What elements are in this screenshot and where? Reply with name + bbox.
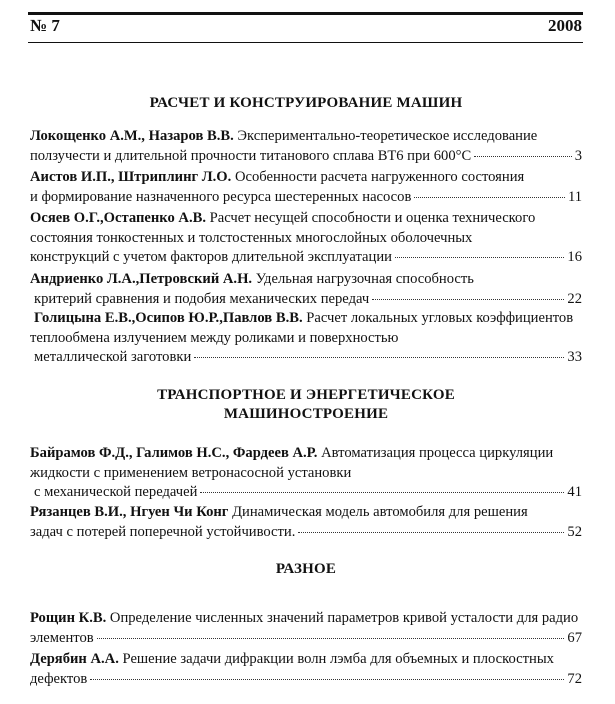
entry-authors: Рязанцев В.И., Нгуен Чи Конг: [30, 504, 229, 520]
header-rule: [28, 42, 583, 43]
toc-entry[interactable]: [30, 503, 582, 542]
toc-entry[interactable]: [30, 309, 582, 368]
entry-authors: Осяев О.Г.,Остапенко А.В.: [30, 210, 206, 226]
leader-dots: [97, 638, 565, 639]
entry-page: 41: [567, 484, 582, 500]
entry-title-line: Расчет локальных угловых коэффициентов: [306, 310, 574, 326]
entry-title-line: Решение задачи дифракции волн лэмба для объемных и плоскостных: [122, 651, 554, 667]
entry-title-line: Автоматизация процесса циркуляции: [321, 445, 554, 461]
toc-entry[interactable]: [30, 444, 582, 503]
section-title: ТРАНСПОРТНОЕ И ЭНЕРГЕТИЧЕСКОЕ: [157, 387, 455, 403]
entry-page: 11: [567, 188, 582, 205]
leader-dots: [194, 357, 564, 358]
entry-page: 3: [574, 147, 582, 164]
entry-title-line: Динамическая модель автомобиля для решения: [232, 504, 528, 520]
entry-title-line: Расчет несущей способности и оценка технического: [209, 210, 536, 226]
entry-title-line: элементов: [30, 629, 94, 646]
entry-page: 67: [567, 629, 582, 646]
leader-dots: [474, 156, 571, 157]
toc-entry[interactable]: [30, 270, 582, 309]
entry-title-line: и формирование назначенного ресурса шестеренных насосов: [30, 188, 412, 205]
entry-authors: Дерябин А.А.: [30, 651, 119, 667]
entry-title-line: металлической заготовки: [34, 349, 192, 365]
leader-dots: [395, 257, 564, 258]
entry-page: 33: [567, 349, 582, 365]
leader-dots: [414, 197, 565, 198]
leader-dots: [200, 492, 564, 493]
entry-title-line: конструкций с учетом факторов длительной эксплуатации: [30, 249, 392, 265]
entry-authors: Рощин К.В.: [30, 610, 107, 626]
entry-page: 52: [567, 523, 582, 540]
entry-authors: Голицына Е.В.,Осипов Ю.Р.,Павлов В.В.: [34, 310, 303, 326]
entry-authors: Локощенко А.М., Назаров В.В.: [30, 128, 234, 144]
toc-entry[interactable]: [30, 168, 582, 207]
entry-page: 16: [567, 249, 582, 265]
entry-title-line: Удельная нагрузочная способность: [255, 271, 474, 287]
entry-title-line: дефектов: [30, 670, 88, 687]
toc-entry[interactable]: [30, 209, 582, 268]
section-title: РАСЧЕТ И КОНСТРУИРОВАНИЕ МАШИН: [149, 95, 463, 111]
entry-title-line: Особенности расчета нагруженного состояния: [234, 169, 525, 185]
leader-dots: [298, 532, 564, 533]
issue-number: № 7: [30, 16, 60, 35]
entry-title-line: жидкости с применением ветронасосной установки: [30, 464, 352, 481]
entry-title-line: ползучести и длительной прочности титанового сплава ВТ6 при 600°С: [30, 147, 472, 164]
page-header: [30, 16, 582, 40]
entry-title-line: с механической передачей: [34, 484, 198, 500]
top-rule: [28, 12, 583, 15]
entry-title-line: состояния тонкостенных и толстостенных многослойных оболочечных: [30, 229, 473, 246]
entry-title-line: Экспериментально-теоретическое исследование: [237, 128, 538, 144]
section-title: РАЗНОЕ: [275, 561, 337, 577]
entry-title-line: Определение численных значений параметров кривой усталости для радио: [109, 610, 579, 626]
entry-page: 22: [567, 290, 582, 307]
entry-authors: Аистов И.П., Штриплинг Л.О.: [30, 169, 232, 185]
entry-authors: Андриенко Л.А.,Петровский А.Н.: [30, 271, 253, 287]
entry-title-line: задач с потерей поперечной устойчивости.: [30, 523, 296, 540]
section-title-line2: МАШИНОСТРОЕНИЕ: [223, 406, 389, 422]
toc-entry[interactable]: [30, 650, 582, 689]
issue-year: 2008: [548, 16, 582, 35]
toc-entry[interactable]: [30, 609, 582, 648]
leader-dots: [90, 679, 564, 680]
leader-dots: [372, 299, 564, 300]
toc-entry[interactable]: [30, 127, 582, 166]
entry-page: 72: [567, 670, 582, 687]
entry-authors: Байрамов Ф.Д., Галимов Н.С., Фардеев А.Р.: [30, 445, 318, 461]
entry-title-line: теплообмена излучением между роликами и поверхностью: [30, 329, 399, 346]
entry-title-line: критерий сравнения и подобия механических передач: [34, 290, 370, 307]
